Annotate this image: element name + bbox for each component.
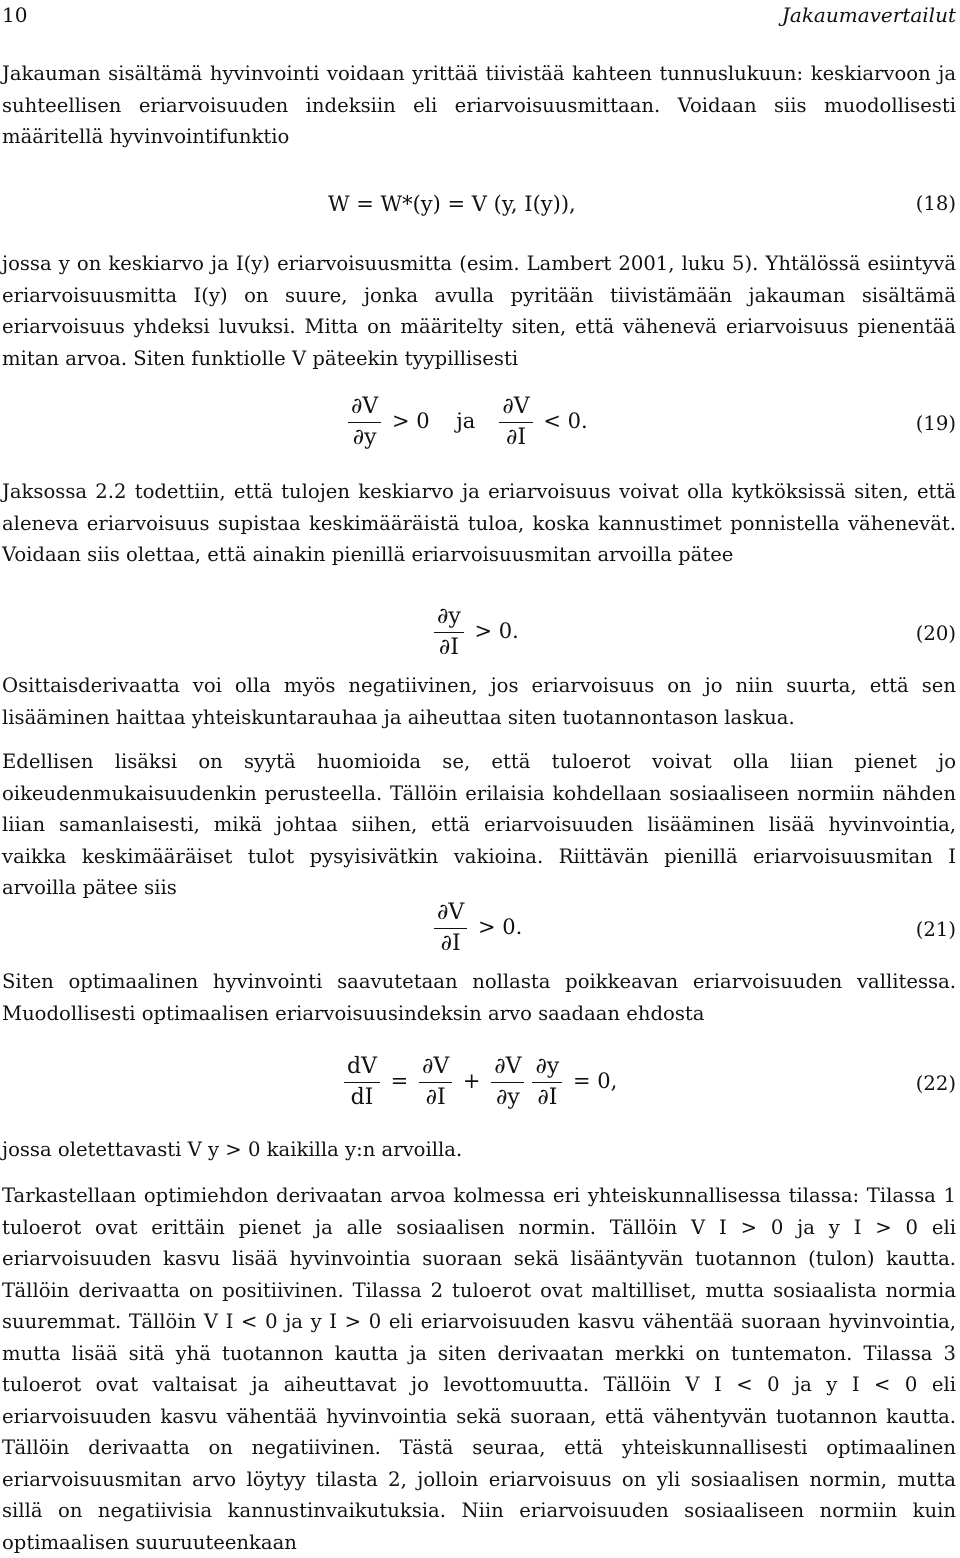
fraction: $\frac{\partial V}{\partial I}$ [419,1052,452,1113]
paragraph-1: Jakauman sisältämä hyvinvointi voidaan yrittää tiivistää kahteen tunnuslukuun: keskiarvoon ja suhteellisen eriarvoisuuden indeksiin eli eriarvoisuusmittaan. Voidaan siis muodollisesti määritellä hyvinvointifunktio [2,62,956,148]
equation-19-body: $\frac{\partial V}{\partial y}$ > 0 ja $\frac{\partial V}{\partial I}$ < 0. [344,392,588,453]
paragraph-6: Siten optimaalinen hyvinvointi saavutetaan nollasta poikkeavan eriarvoisuuden vallitessa. Muodollisesti optimaalisen eriarvoisuusindeksin arvo saadaan ehdosta [2,970,956,1025]
paragraph-3: Jaksossa 2.2 todettiin, että tulojen keskiarvo ja eriarvoisuus voivat olla kytköksissä siten, että aleneva eriarvoisuus supistaa keskimääräistä tuloa, koska kannustimet ponnistella vähenevät. Voidaan siis olettaa, että ainakin pienillä eriarvoisuusmitan arvoilla pätee [2,480,956,566]
page-header [0,0,960,30]
equation-number: (19) [915,412,956,435]
fraction: $\frac{\partial y}{\partial I}$ [532,1052,562,1113]
equation-number: (20) [915,622,956,645]
paragraph-7: jossa oletettavasti V y > 0 kaikilla y:n arvoilla. [2,1138,463,1161]
page-number: 10 [2,3,28,27]
equation-20-body: $\frac{\partial y}{\partial I}$ > 0. [430,602,519,663]
fraction: $\frac{\partial V}{\partial y}$ [348,392,381,453]
fraction: $\frac{\partial y}{\partial I}$ [434,602,464,663]
equation-number: (21) [915,918,956,941]
running-title: Jakaumavertailut [781,3,956,27]
paragraph-2: jossa y on keskiarvo ja I(y) eriarvoisuusmitta (esim. Lambert 2001, luku 5). Yhtälössä esiintyvä eriarvoisuusmitta I(y) on suure, jonka avulla pyritään tiivistämään jakauman sisältämä eriarvoisuus yhdeksi luvuksi. Mitta on määritelty siten, että vähenevä eriarvoisuus pienentää mitan arvoa. Siten funktiolle V päteekin tyypillisesti [2,252,956,370]
paragraph-5: Edellisen lisäksi on syytä huomioida se, että tuloerot voivat olla liian pienet jo oikeudenmukaisuudenkin perusteella. Tällöin erilaisia kohdellaan sosiaaliseen normiin nähden liian samanlaisesti, mikä johtaa siihen, että eriarvoisuuden lisääminen lisää hyvinvointia, vaikka keskimääräiset tulot pysyisivätkin vakioina. Riittävän pienillä eriarvoisuusmitan I arvoilla pätee siis [2,750,956,899]
equation-21-body: $\frac{\partial V}{\partial I}$ > 0. [430,898,522,959]
equation-22-body: $\frac{dV}{dI}$ = $\frac{\partial V}{\partial I}$ + $\frac{\partial V}{\partial y}$ $\frac{\partial y}{\partial I}$ = 0, [340,1052,617,1113]
fraction: $\frac{\partial V}{\partial y}$ [491,1052,524,1113]
equation-number: (18) [915,192,956,215]
paragraph-8: Tarkastellaan optimiehdon derivaatan arvoa kolmessa eri yhteiskunnallisessa tilassa: Tilassa 1 tuloerot ovat erittäin pienet ja alle sosiaalisen normin. Tällöin V I > 0 ja y I > 0 eli eriarvoisuuden kasvu lisää hyvinvointia suoraan sekä lisääntyvän tuotannon (tulon) kautta. Tällöin derivaatta on positiivinen. Tilassa 2 tuloerot ovat maltilliset, mutta sosiaalista normia suuremmat. Tällöin V I < 0 ja y I > 0 eli eriarvoisuuden kasvu vähentää suoraan hyvinvointia, mutta lisää sitä yhä tuotannon kautta ja siten derivaatan merkki on tuntematon. Tilassa 3 tuloerot ovat valtaisat ja aiheuttavat jo levottomuutta. Tällöin V I < 0 ja y I < 0 eli eriarvoisuuden kasvu vähentää hyvinvointia sekä suoraan, että vähentyvän tuotannon kautta. Tällöin derivaatta on negatiivinen. Tästä seuraa, että yhteiskunnallisesti optimaalinen eriarvoisuusmitan arvo löytyy tilasta 2, jolloin eriarvoisuus on yli sosiaalisen normin, mutta sillä on negatiivisia kannustinvaikutuksia. Niin eriarvoisuuden sosiaaliseen normiin kuin optimaalisen suuruuteenkaan [2,1184,956,1554]
fraction: $\frac{dV}{dI}$ [344,1052,380,1113]
paragraph-4: Osittaisderivaatta voi olla myös negatiivinen, jos eriarvoisuus on jo niin suurta, että sen lisääminen haittaa yhteiskuntarauhaa ja aiheuttaa siten tuotannontason laskua. [2,674,956,729]
equation-number: (22) [915,1072,956,1095]
equation-18-body: W = W*(y) = V (y, I(y)), [328,192,576,216]
fraction: $\frac{\partial V}{\partial I}$ [434,898,467,959]
fraction: $\frac{\partial V}{\partial I}$ [499,392,532,453]
